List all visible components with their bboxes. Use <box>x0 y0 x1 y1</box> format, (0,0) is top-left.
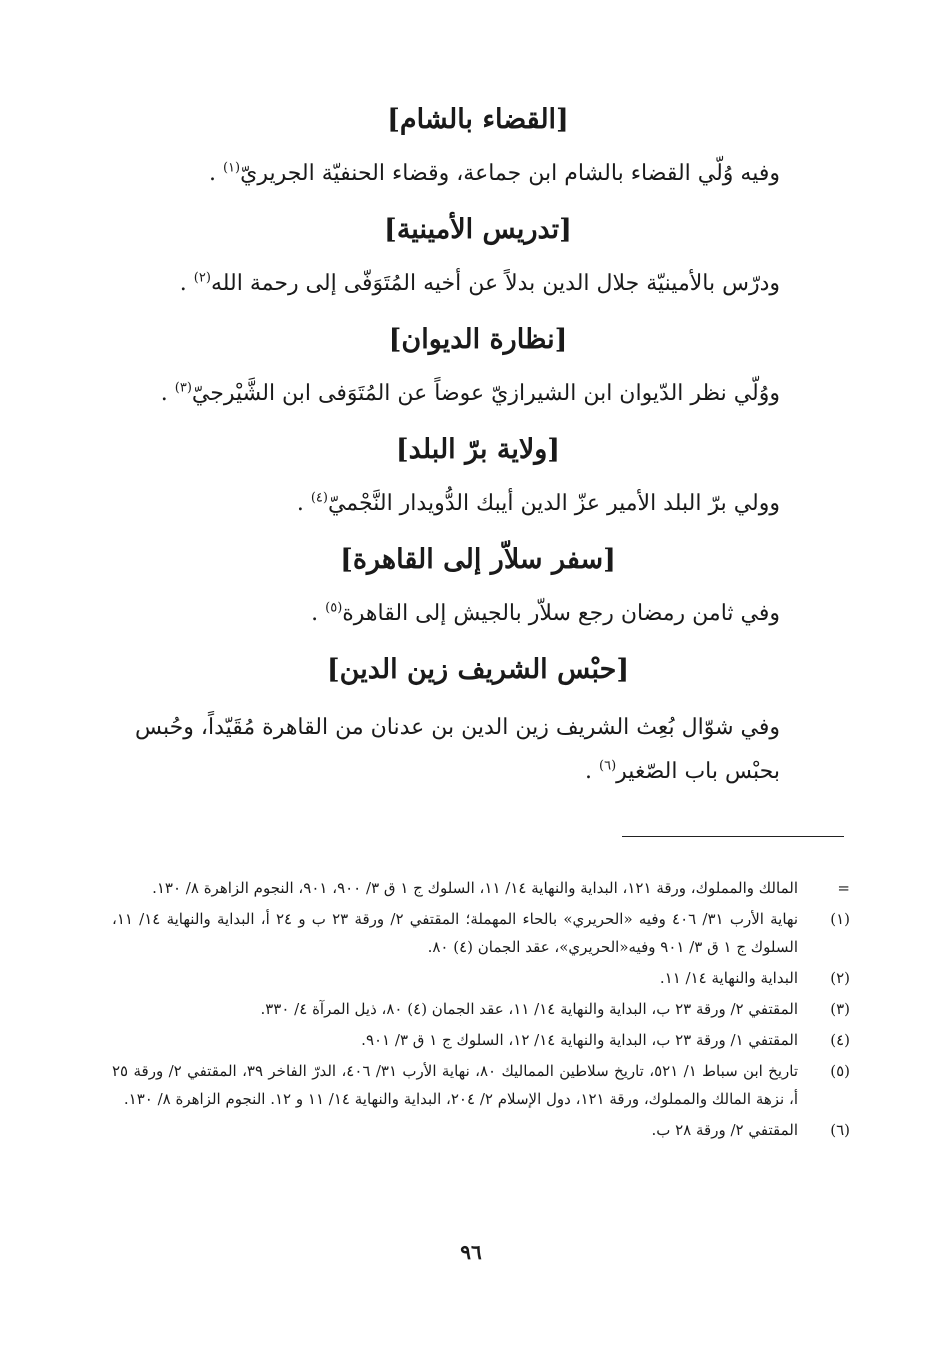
section-heading-teaching: [تدريس الأمينية] <box>384 214 572 245</box>
footnote-ref[interactable]: (٦) <box>599 758 617 774</box>
footnote-continuation <box>112 874 850 902</box>
section-heading-travel: [سفر سلاّر إلى القاهرة] <box>340 544 616 575</box>
footnote-ref[interactable]: (١) <box>222 160 241 176</box>
footnote-text: المقتفي ٢/ ورقة ٢٨ ب. <box>651 1121 798 1139</box>
main-text <box>112 98 844 810</box>
footnote-text: المقتفي ٢/ ورقة ٢٣ ب، البداية والنهاية ١٤/ ١١، عقد الجمان (٤) ٨٠، ذيل المرآة ٤/ ٣٣٠. <box>260 1000 798 1018</box>
paragraph-text: وفيه وُلّي القضاء بالشام ابن جماعة، وقضاء الحنفيّة الجريريّ <box>240 161 780 186</box>
paragraph-text: وفي شوّال بُعِث الشريف زين الدين بن عدنان من القاهرة مُقَيّداً، وحُبس بحبْس باب الصّغير <box>134 715 780 784</box>
footnote-3 <box>112 995 850 1023</box>
footnote-text: نهاية الأرب ٣١/ ٤٠٦ وفيه «الحريري» بالحاء المهملة؛ المقتفي ٢/ ورقة ٢٣ ب و ٢٤ أ، البداية والنهاية ١٤/ ١١، السلوك ج ١ ق ٣/ ٩٠١ وفيه«الحريري»، عقد الجمان (٤) ٨٠. <box>112 910 799 956</box>
footnote-5 <box>112 1057 850 1113</box>
footnote-1 <box>112 905 850 961</box>
footnote-text: المقتفي ١/ ورقة ٢٣ ب، البداية والنهاية ١٤/ ١٢، السلوك ج ١ ق ٣/ ٩٠١. <box>361 1031 798 1049</box>
paragraph-text: ودرّس بالأمينيّة جلال الدين بدلاً عن أخيه المُتَوَفّى إلى رحمة الله <box>210 271 780 296</box>
paragraph-judiciary: وفيه وُلّي القضاء بالشام ابن جماعة، وقضاء الحنفيّة الجريريّ$^{(١)}$ . <box>208 160 780 186</box>
footnote-ref[interactable]: (٤) <box>310 490 328 506</box>
footnote-ref[interactable]: (٥) <box>325 600 343 616</box>
footnote-6 <box>112 1116 850 1144</box>
footnote-text: المالك والمملوك، ورقة ١٢١، البداية والنهاية ١٤/ ١١، السلوك ج ١ ق ٣/ ٩٠٠، ٩٠١، النجوم الزاهرة ٨/ ١٣٠. <box>152 879 798 897</box>
footnote-separator <box>622 836 844 837</box>
section-heading-imprisonment: [حبْس الشريف زين الدين] <box>326 654 630 685</box>
footnote-number: = <box>837 879 850 897</box>
footnote-number: (١) <box>830 910 850 928</box>
paragraph-text: وفي ثامن رمضان رجع سلاّر بالجيش إلى القاهرة <box>342 601 780 626</box>
footnote-2 <box>112 964 850 992</box>
paragraph-diwan: ووُلّي نظر الدّيوان ابن الشيرازيّ عوضاً عن المُتَوَفى ابن الشَّيْرجيّ$^{(٣)}$ . <box>160 380 780 406</box>
footnote-number: (٦) <box>830 1121 850 1139</box>
footnote-4 <box>112 1026 850 1054</box>
footnote-text: البداية والنهاية ١٤/ ١١. <box>659 969 798 987</box>
section-heading-governorship: [ولاية برّ البلد] <box>395 434 561 465</box>
footnote-text: تاريخ ابن سباط ١/ ٥٢١، تاريخ سلاطين المماليك ٨٠، نهاية الأرب ٣١/ ٤٠٦، الدرّ الفاخر ٣٩، المقتفي ٢/ ورقة ٢٥ أ، نزهة المالك والمملوك، ورقة ١٢١، دول الإسلام ٢/ ٢٠٤، البداية والنهاية ١٤/ ١١ و ١٢. النجوم الزاهرة ٨/ ١٣٠. <box>112 1062 799 1108</box>
page-number: ٩٦ <box>460 1240 482 1264</box>
paragraph-teaching: ودرّس بالأمينيّة جلال الدين بدلاً عن أخيه المُتَوَفّى إلى رحمة الله$^{(٢)}$ . <box>179 270 780 296</box>
footnote-ref[interactable]: (٢) <box>193 270 211 286</box>
paragraph-text: وولي برّ البلد الأمير عزّ الدين أيبك الدُّويدار النَّجْميّ <box>327 491 780 516</box>
paragraph-imprisonment: وفي شوّال بُعِث الشريف زين الدين بن عدنان من القاهرة مُقَيّداً، وحُبس بحبْس باب الصّغير$^{(٦)}$ . <box>134 715 780 784</box>
paragraph-travel: وفي ثامن رمضان رجع سلاّر بالجيش إلى القاهرة$^{(٥)}$ . <box>311 600 780 626</box>
paragraph-text: ووُلّي نظر الدّيوان ابن الشيرازيّ عوضاً عن المُتَوَفى ابن الشَّيْرجيّ <box>191 381 780 406</box>
section-heading-judiciary: [القضاء بالشام] <box>387 104 569 135</box>
footnotes <box>112 874 850 1147</box>
footnote-ref[interactable]: (٣) <box>174 380 192 396</box>
footnote-number: (٥) <box>830 1062 850 1080</box>
footnote-number: (٢) <box>830 969 850 987</box>
paragraph-governorship: وولي برّ البلد الأمير عزّ الدين أيبك الدُّويدار النَّجْميّ$^{(٤)}$ . <box>296 490 780 516</box>
section-heading-diwan: [نظارة الديوان] <box>388 324 568 355</box>
footnote-number: (٤) <box>830 1031 850 1049</box>
footnote-number: (٣) <box>830 1000 850 1018</box>
